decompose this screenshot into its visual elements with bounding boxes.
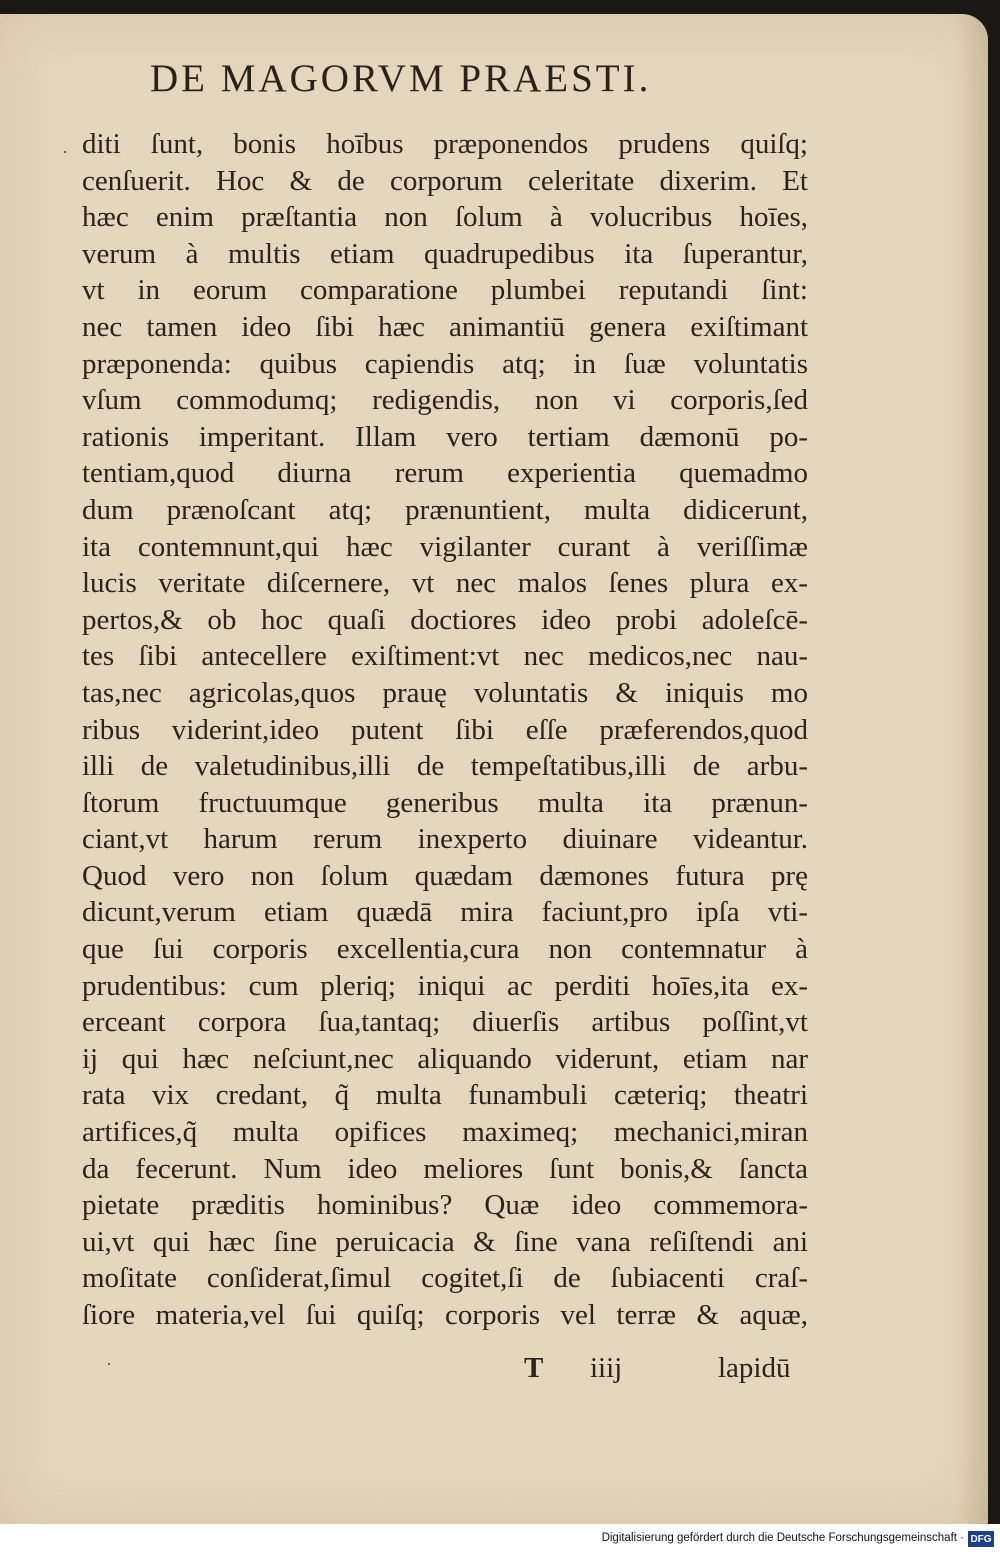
text-line: pietate præditis hominibus? Quæ ideo commemora- bbox=[82, 1189, 808, 1222]
text-line: verum à multis etiam quadrupedibus ita ſuperantur, bbox=[82, 237, 808, 270]
text-line: moſitate conſiderat,ſimul cogitet,ſi de ſubiacenti craſ- bbox=[82, 1262, 808, 1295]
text-line: dicunt,verum etiam quædā mira faciunt,pro ipſa vti- bbox=[82, 896, 808, 929]
text-line: rationis imperitant. Illam vero tertiam dæmonū po- bbox=[82, 420, 808, 453]
text-line: ij qui hæc neſciunt,nec aliquando viderunt, etiam nar bbox=[82, 1042, 808, 1075]
text-line: ui,vt qui hæc ſine peruicacia & ſine vana reſiſtendi ani bbox=[82, 1225, 808, 1258]
page-edge-shadow bbox=[954, 14, 988, 1524]
digitization-credit: Digitalisierung gefördert durch die Deutsche Forschungsgemeinschaft · bbox=[601, 1532, 964, 1544]
text-line: ita contemnunt,qui hæc vigilanter curant à veriſſimæ bbox=[82, 530, 808, 563]
text-line: hæc enim præſtantia non ſolum à volucribus hoīes, bbox=[82, 201, 808, 234]
text-line: pertos,& ob hoc quaſi doctiores ideo probi adoleſcē- bbox=[82, 603, 808, 636]
text-line: ribus viderint,ideo putent ſibi eſſe præferendos,quod bbox=[82, 713, 808, 746]
text-line: prudentibus: cum pleriq; iniqui ac perditi hoīes,ita ex- bbox=[82, 969, 808, 1002]
text-line: da fecerunt. Num ideo meliores ſunt bonis,& ſancta bbox=[82, 1152, 808, 1185]
text-line: præponenda: quibus capiendis atq; in ſuæ voluntatis bbox=[82, 347, 808, 380]
credit-bar bbox=[0, 1524, 1000, 1556]
text-line: artifices,q̃ multa opifices maximeq; mechanici,miran bbox=[82, 1116, 808, 1149]
text-line: vt in eorum comparatione plumbei reputandi ſint: bbox=[82, 274, 808, 307]
text-line: illi de valetudinibus,illi de tempeſtatibus,illi de arbu- bbox=[82, 750, 808, 783]
text-line: tas,nec agricolas,quos prauę voluntatis & iniquis mo bbox=[82, 676, 808, 709]
body-text bbox=[82, 126, 808, 1334]
margin-speck-icon: · bbox=[62, 142, 68, 162]
margin-speck-icon: · bbox=[106, 1354, 112, 1374]
text-line: diti ſunt, bonis hoībus præponendos prudens quiſq; bbox=[82, 128, 808, 160]
text-line: ſiore materia,vel ſui quiſq; corporis vel terræ & aquæ, bbox=[82, 1299, 808, 1331]
text-line: ciant,vt harum rerum inexperto diuinare videantur. bbox=[82, 823, 808, 856]
text-line: ſtorum fructuumque generibus multa ita prænun- bbox=[82, 786, 808, 819]
signature-number: iiij bbox=[590, 1352, 623, 1384]
text-line: lucis veritate diſcernere, vt nec malos ſenes plura ex- bbox=[82, 567, 808, 600]
text-line: que ſui corporis excellentia,cura non contemnatur à bbox=[82, 933, 808, 966]
text-line: rata vix credant, q̃ multa funambuli cæteriq; theatri bbox=[82, 1079, 808, 1112]
text-line: Quod vero non ſolum quædam dæmones futura prę bbox=[82, 859, 808, 892]
text-line: tentiam,quod diurna rerum experientia quemadmo bbox=[82, 457, 808, 490]
text-line: nec tamen ideo ſibi hæc animantiū genera exiſtimant bbox=[82, 310, 808, 343]
dfg-logo-icon: DFG bbox=[968, 1531, 994, 1547]
catchword: lapidū bbox=[718, 1352, 791, 1384]
signature-mark: T bbox=[524, 1352, 544, 1384]
text-line: cenſuerit. Hoc & de corporum celeritate dixerim. Et bbox=[82, 164, 808, 197]
page-footer bbox=[0, 1352, 988, 1392]
running-title: DE MAGORVM PRAESTI. bbox=[150, 57, 652, 100]
book-page bbox=[0, 14, 988, 1524]
text-line: tes ſibi antecellere exiſtiment:vt nec medicos,nec nau- bbox=[82, 640, 808, 673]
text-line: dum prænoſcant atq; prænuntient, multa didicerunt, bbox=[82, 493, 808, 526]
text-line: erceant corpora ſua,tantaq; diuerſis artibus poſſint,vt bbox=[82, 1006, 808, 1039]
text-line: vſum commodumq; redigendis, non vi corporis,ſed bbox=[82, 384, 808, 417]
